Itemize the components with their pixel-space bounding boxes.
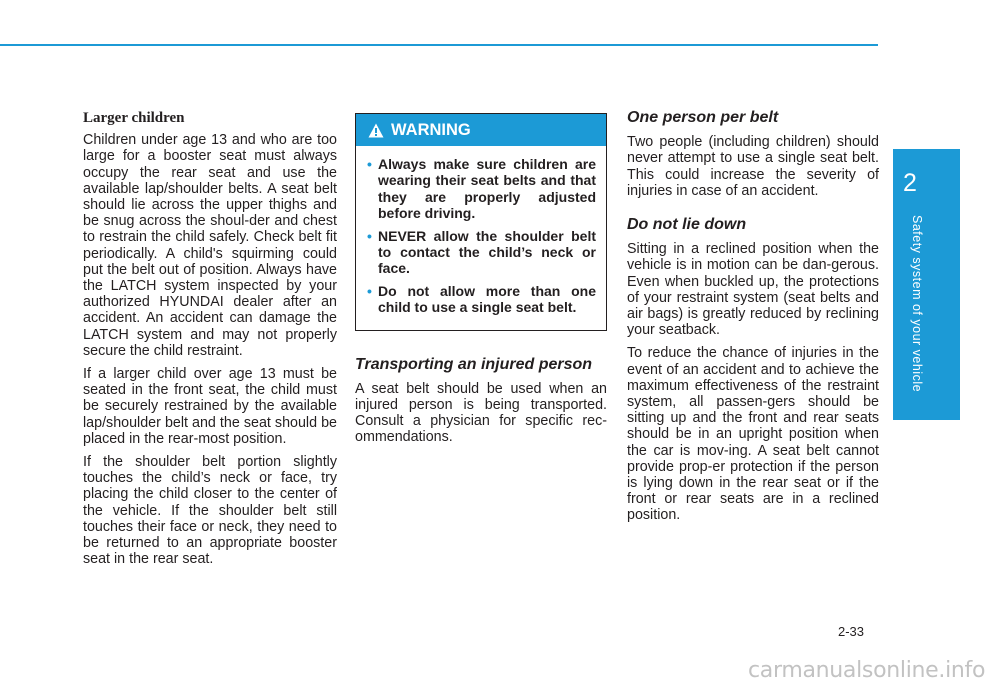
paragraph: If a larger child over age 13 must be seated in the front seat, the child must be securely restrained by the available lap/shoulder belt and the seat should be placed in the rear-most position.: [83, 366, 337, 447]
warning-list: [356, 146, 606, 330]
paragraph: Sitting in a reclined position when the vehicle is in motion can be dan-gerous. Even when buckled up, the protections of your restraint system (seat belts and air bags) is greatly reduced by reclining your seatback.: [627, 241, 879, 339]
warning-triangle-icon: [368, 123, 384, 138]
section-heading-lie-down: Do not lie down: [627, 216, 747, 234]
paragraph: If the shoulder belt portion slightly touches the child’s neck or face, try placing the child closer to the center of the vehicle. If the shoulder belt still touches their face or neck, they need to be returned to an appropriate booster seat in the rear seat.: [83, 454, 337, 568]
warning-title: WARNING: [391, 120, 471, 139]
page-number: 2-33: [838, 624, 865, 639]
bullet-dot: •: [367, 282, 372, 299]
chapter-tab: [893, 149, 960, 420]
left-column: [83, 110, 337, 574]
paragraph: A seat belt should be used when an injured person is being transported. Consult a physician for specific rec-ommendations.: [355, 380, 607, 446]
warning-item-text: Do not allow more than one child to use a single seat belt.: [378, 282, 596, 316]
right-column: [627, 110, 879, 531]
warning-header: [356, 114, 606, 146]
paragraph: To reduce the chance of injuries in the event of an accident and to achieve the maximum effectiveness of the restraint system, all passen-gers should be sitting up and the front and rear seats should be in an upright position when the car is mov-ing. A seat belt cannot provide prop-er protection if the person is lying down in the rear seat or if the front or rear seats are in a reclined position.: [627, 345, 879, 524]
paragraph: Children under age 13 and who are too large for a booster seat must always occupy the rear seat and use the available lap/shoulder belts. A seat belt should lie across the upper thighs and be snug across the shoul-der and chest to restrain the child safely. Check belt fit periodically. A child's squirming could put the belt out of position. Always have the LATCH system inspected by your authorized HYUNDAI dealer after an accident. An accident can damage the LATCH system and may not properly secure the child restraint.: [83, 132, 337, 359]
bullet-dot: •: [367, 156, 372, 172]
middle-column: [355, 113, 607, 453]
header-rule: [0, 44, 878, 46]
bullet-dot: •: [367, 227, 372, 244]
warning-box: [355, 113, 607, 331]
warning-item-text: NEVER allow the shoulder belt to contact the child’s neck or face.: [378, 227, 596, 277]
chapter-title: Safety system of your vehicle: [910, 215, 924, 393]
section-heading-larger-children: Larger children: [83, 110, 185, 126]
watermark: carmanualsonline.info: [748, 658, 985, 683]
warning-item: [367, 156, 596, 222]
warning-item: [367, 228, 596, 277]
warning-item-text: Always make sure children are wearing their seat belts and that they are properly adjusted before driving.: [378, 156, 596, 222]
warning-item: [367, 283, 596, 316]
section-heading-one-person: One person per belt: [627, 109, 779, 126]
paragraph: Two people (including children) should never attempt to use a single seat belt. This could increase the severity of injuries in case of an accident.: [627, 134, 879, 199]
chapter-number: 2: [903, 169, 917, 197]
section-heading-injured-person: Transporting an injured person: [355, 355, 593, 373]
